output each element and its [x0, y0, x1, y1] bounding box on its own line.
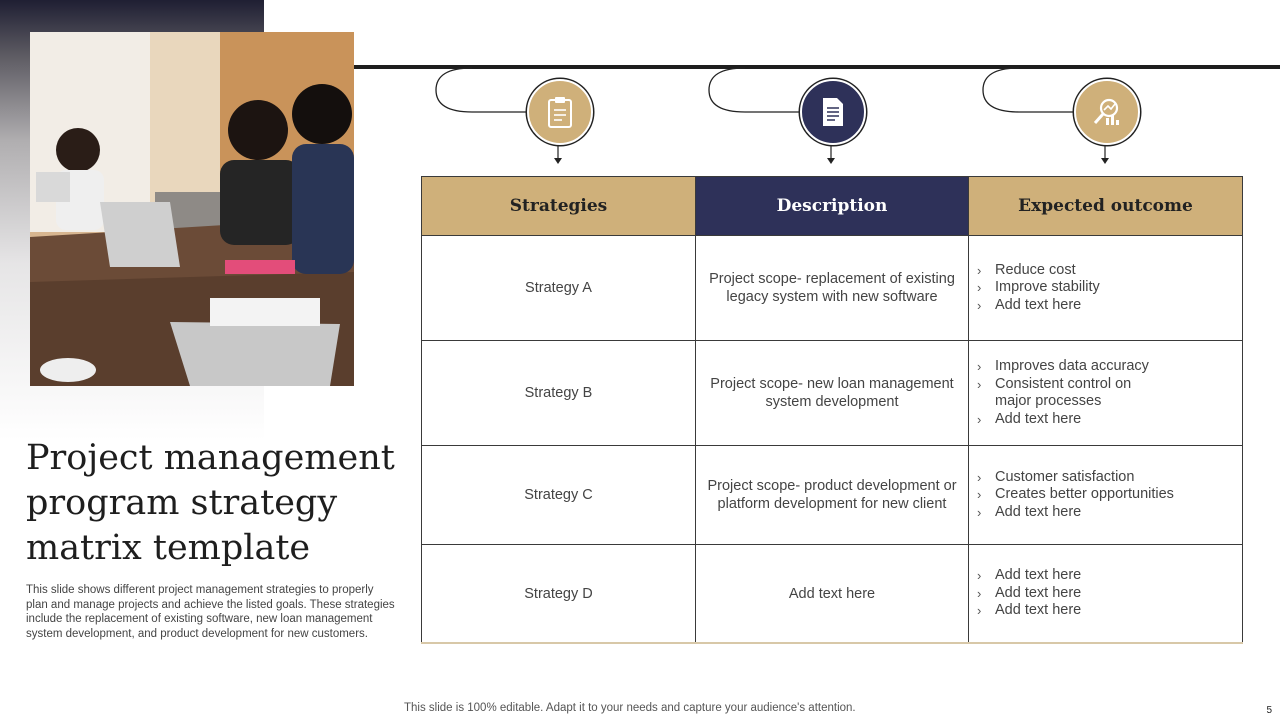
strategy-cell: Strategy D	[422, 545, 696, 644]
outcome-cell	[969, 446, 1243, 545]
clipboard-icon	[527, 79, 593, 145]
slide-subtitle: This slide shows different project management strategies to properly plan and manage projects and achieve the listed goals. These strategies include the replacement of existing software, new loan management system development, and product development for new customers.	[26, 584, 395, 640]
page-number: 5	[1266, 705, 1272, 716]
description-cell: Project scope- replacement of existing legacy system with new software	[696, 236, 969, 341]
strategy-matrix-table	[421, 176, 1243, 644]
outcome-item: › Creates better opportunities	[977, 486, 1232, 504]
header-expected-outcome: Expected outcome	[969, 177, 1243, 236]
outcome-item: › Customer satisfaction	[977, 469, 1232, 487]
analysis-icon	[1074, 79, 1140, 145]
outcome-cell	[969, 545, 1243, 644]
outcome-cell	[969, 236, 1243, 341]
outcome-item: › Add text here	[977, 585, 1232, 603]
table-row	[422, 545, 1243, 644]
outcome-item: › Improve stability	[977, 279, 1232, 297]
table-header-row	[422, 177, 1243, 236]
table-row	[422, 236, 1243, 341]
document-icon	[800, 79, 866, 145]
description-cell: Add text here	[696, 545, 969, 644]
outcome-item: › Improves data accuracy	[977, 358, 1232, 376]
outcome-item: › Add text here	[977, 297, 1232, 315]
outcome-item: › Add text here	[977, 504, 1232, 522]
strategy-cell: Strategy C	[422, 446, 696, 545]
outcome-item: › Reduce cost	[977, 262, 1232, 280]
table-row	[422, 446, 1243, 545]
header-strategies: Strategies	[422, 177, 696, 236]
outcome-item: › Add text here	[977, 567, 1232, 585]
meeting-photo	[30, 32, 354, 386]
outcome-cell	[969, 341, 1243, 446]
slide-title: Project management program strategy matrix template	[26, 438, 395, 568]
description-cell: Project scope- product development or platform development for new client	[696, 446, 969, 545]
strategy-cell: Strategy A	[422, 236, 696, 341]
header-description: Description	[696, 177, 969, 236]
footer-note: This slide is 100% editable. Adapt it to your needs and capture your audience's attention.	[404, 702, 856, 714]
description-cell: Project scope- new loan management system development	[696, 341, 969, 446]
outcome-item: › Add text here	[977, 411, 1232, 429]
outcome-item: › Consistent control on major processes	[977, 376, 1145, 411]
table-row	[422, 341, 1243, 446]
outcome-item: › Add text here	[977, 602, 1232, 620]
strategy-cell: Strategy B	[422, 341, 696, 446]
